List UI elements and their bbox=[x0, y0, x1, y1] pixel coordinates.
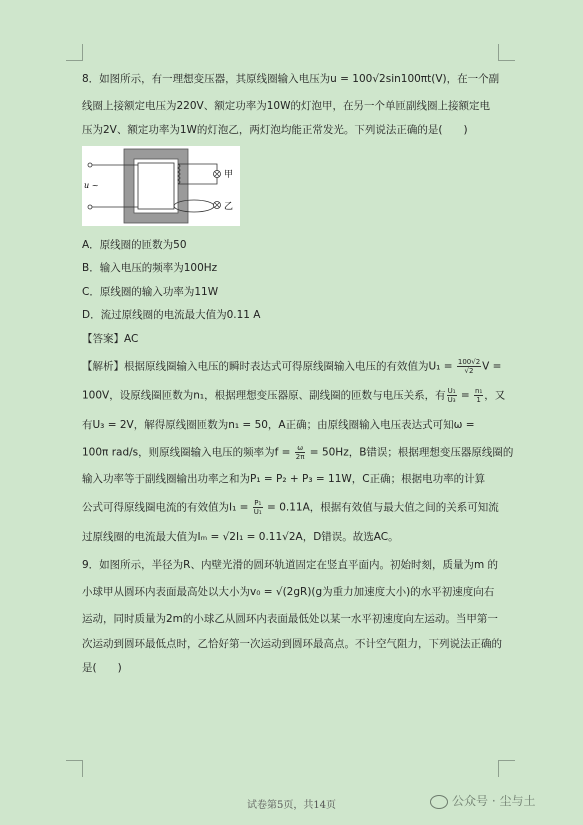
analysis-line-1-text: 【解析】根据原线圈输入电压的瞬时表达式可得原线圈输入电压的有效值为U₁ = bbox=[82, 360, 456, 373]
fraction-numerator: ω bbox=[295, 444, 306, 453]
crop-mark-bottom-left bbox=[66, 760, 83, 777]
analysis-line-4-text: 100π rad/s，则原线圈输入电压的频率为f = bbox=[82, 446, 294, 459]
analysis-line-2-tail: ，又 bbox=[484, 389, 506, 402]
fraction-numerator: U₁ bbox=[447, 387, 456, 395]
analysis-line-2 bbox=[82, 387, 505, 404]
fraction-numerator: P₁ bbox=[254, 499, 262, 507]
analysis-line-6-text: 公式可得原线圈电流的有效值为I₁ = bbox=[82, 501, 252, 514]
analysis-line-5: 输入功率等于副线圈输出功率之和为P₁ = P₂ + P₃ = 11W，C正确；根据电功率的计算 bbox=[82, 473, 486, 485]
fraction-denominator: U₁ bbox=[253, 508, 262, 516]
transformer-figure bbox=[82, 146, 240, 226]
crop-mark-bottom-right bbox=[498, 760, 515, 777]
q8-option-c: C．原线圈的输入功率为11W bbox=[82, 286, 219, 298]
fraction-effective-voltage bbox=[457, 358, 481, 375]
q9-line-1: 9．如图所示，半径为R、内壁光滑的圆环轨道固定在竖直平面内。初始时刻，质量为m 的 bbox=[82, 559, 499, 571]
q8-line-2: 线圈上接额定电压为220V、额定功率为10W的灯泡甲，在另一个单匝副线圈上接额定电 bbox=[82, 100, 490, 112]
crop-mark-top-left bbox=[66, 44, 83, 61]
q9-line-4: 次运动到圆环最低点时，乙恰好第一次运动到圆环最高点。不计空气阻力，下列说法正确的 bbox=[82, 638, 502, 650]
transformer-diagram bbox=[82, 146, 240, 226]
analysis-line-2-eq: = bbox=[457, 389, 474, 402]
q8-option-b: B．输入电压的频率为100Hz bbox=[82, 262, 218, 274]
crop-mark-top-right bbox=[498, 44, 515, 61]
fraction-numerator: 100√2 bbox=[457, 358, 481, 366]
q9-line-2: 小球甲从圆环内表面最高处以大小为v₀ = √(2gR)(g为重力加速度大小)的水平初速度向右 bbox=[82, 586, 495, 598]
analysis-line-1 bbox=[82, 358, 501, 375]
watermark-text: 公众号 · 尘与土 bbox=[452, 794, 536, 808]
analysis-line-3: 有U₃ = 2V，解得原线圈匝数为n₁ = 50，A正确；由原线圈输入电压表达式可知ω = bbox=[82, 419, 475, 431]
fraction-denominator: 1 bbox=[476, 396, 481, 404]
fraction-numerator: n₁ bbox=[475, 387, 483, 395]
q8-line-1: 8．如图所示，有一理想变压器，其原线圈输入电压为u = 100√2sin100πt(V)，在一个副 bbox=[82, 73, 500, 85]
lamp-jia-label: 甲 bbox=[224, 170, 234, 180]
fraction-frequency bbox=[295, 444, 306, 461]
analysis-line-6-tail: = 0.11A，根据有效值与最大值之间的关系可知流 bbox=[263, 501, 499, 514]
fraction-current bbox=[253, 499, 263, 516]
wechat-icon bbox=[430, 795, 448, 809]
q8-option-d: D．流过原线圈的电流最大值为0.11 A bbox=[82, 309, 261, 321]
watermark bbox=[430, 792, 535, 809]
input-voltage-label: u ~ bbox=[84, 181, 99, 190]
fraction-turns-ratio bbox=[474, 387, 483, 404]
analysis-line-6 bbox=[82, 499, 499, 516]
q9-line-5: 是( ) bbox=[82, 662, 122, 674]
fraction-denominator: 2π bbox=[295, 453, 305, 461]
q9-line-3: 运动，同时质量为2m的小球乙从圆环内表面最低处以某一水平初速度向左运动。当甲第一 bbox=[82, 613, 498, 625]
analysis-line-4 bbox=[82, 444, 513, 461]
analysis-line-7: 过原线圈的电流最大值为Iₘ = √2I₁ = 0.11√2A，D错误。故选AC。 bbox=[82, 531, 399, 543]
q8-answer: 【答案】AC bbox=[82, 333, 139, 345]
q8-option-a: A．原线圈的匝数为50 bbox=[82, 239, 187, 251]
fraction-voltage-ratio bbox=[447, 387, 457, 404]
fraction-denominator: √2 bbox=[464, 367, 474, 375]
q8-line-3: 压为2V、额定功率为1W的灯泡乙，两灯泡均能正常发光。下列说法正确的是( ) bbox=[82, 124, 468, 136]
page-footer: 试卷第5页，共14页 bbox=[246, 800, 337, 811]
analysis-line-2-text: 100V，设原线圈匝数为n₁，根据理想变压器原、副线圈的匝数与电压关系，有 bbox=[82, 389, 446, 402]
lamp-yi-label: 乙 bbox=[224, 202, 234, 212]
analysis-line-1-tail: V = bbox=[482, 360, 502, 373]
fraction-denominator: U₃ bbox=[447, 396, 456, 404]
analysis-line-4-tail: = 50Hz，B错误；根据理想变压器原线圈的 bbox=[306, 446, 514, 459]
